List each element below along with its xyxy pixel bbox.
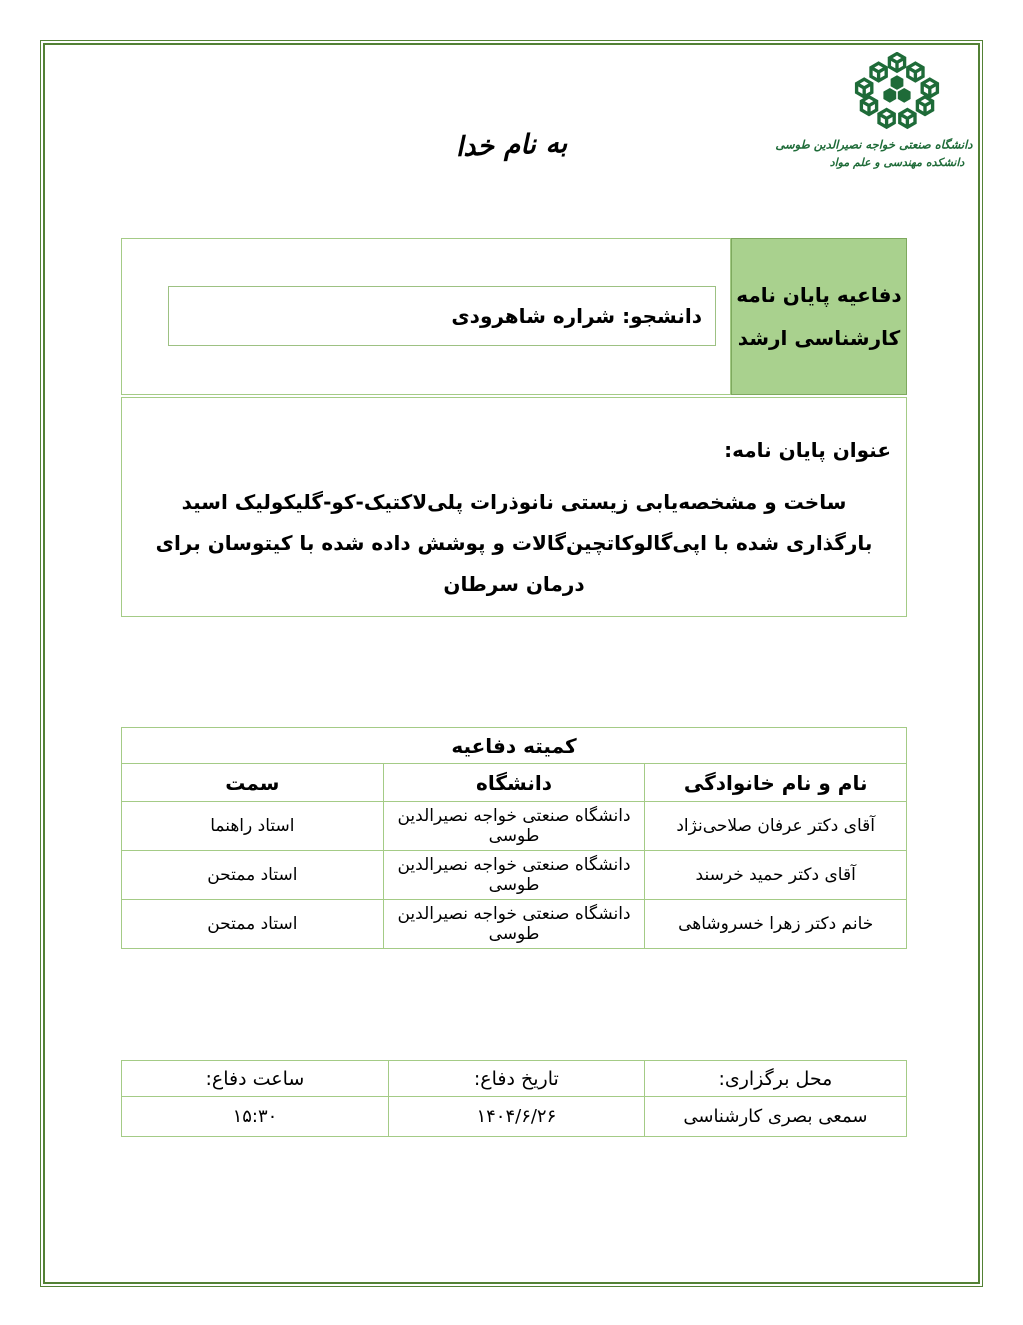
member-university: دانشگاه صنعتی خواجه نصیرالدین طوسی — [383, 851, 645, 900]
committee-table — [121, 727, 907, 949]
badge-line-1: دفاعیه پایان نامه — [736, 282, 902, 307]
date-label: تاریخ دفاع: — [388, 1061, 644, 1097]
student-panel — [121, 238, 731, 395]
date-value: ۱۴۰۴/۶/۲۶ — [388, 1097, 644, 1137]
member-name: آقای دکتر حمید خرسند — [645, 851, 907, 900]
session-header-row — [122, 1061, 907, 1097]
student-name-box — [168, 286, 716, 346]
member-role: استاد ممتحن — [122, 900, 384, 949]
faculty-name: دانشکده مهندسی و علم مواد — [829, 156, 965, 169]
member-role: استاد ممتحن — [122, 851, 384, 900]
committee-title-row — [122, 728, 907, 764]
session-value-row — [122, 1097, 907, 1137]
column-header-university: دانشگاه — [383, 764, 645, 802]
member-university: دانشگاه صنعتی خواجه نصیرالدین طوسی — [383, 900, 645, 949]
session-info-table — [121, 1060, 907, 1137]
column-header-role: سمت — [122, 764, 384, 802]
committee-row-3 — [122, 900, 907, 949]
member-university: دانشگاه صنعتی خواجه نصیرالدین طوسی — [383, 802, 645, 851]
column-header-name: نام و نام خانوادگی — [645, 764, 907, 802]
committee-header-row — [122, 764, 907, 802]
badge-line-2: کارشناسی ارشد — [737, 325, 901, 350]
committee-table-title: کمیته دفاعیه — [122, 728, 907, 764]
committee-row-1 — [122, 802, 907, 851]
defense-type-badge — [731, 238, 907, 395]
committee-row-2 — [122, 851, 907, 900]
university-logo — [775, 52, 979, 169]
thesis-title: ساخت و مشخصه‌یابی زیستی نانوذرات پلی‌لاکتیک-کو-گلیکولیک اسید بارگذاری شده با اپی‌گالوکاتچین‌گالات و پوشش داده شده با کیتوسان برای درمان سرطان — [155, 490, 873, 596]
venue-value: سمعی بصری کارشناسی — [644, 1097, 906, 1137]
time-value: ۱۵:۳۰ — [122, 1097, 389, 1137]
student-name: دانشجو: شراره شاهرودی — [451, 304, 702, 328]
bismillah-calligraphy: به نام خدا — [455, 128, 568, 163]
venue-label: محل برگزاری: — [644, 1061, 906, 1097]
member-name: آقای دکتر عرفان صلاحی‌نژاد — [645, 802, 907, 851]
member-name: خانم دکتر زهرا خسروشاهی — [645, 900, 907, 949]
university-name: دانشگاه صنعتی خواجه نصیرالدین طوسی — [775, 137, 973, 152]
thesis-title-label: عنوان پایان نامه: — [724, 438, 891, 462]
time-label: ساعت دفاع: — [122, 1061, 389, 1097]
member-role: استاد راهنما — [122, 802, 384, 851]
thesis-title-panel — [121, 397, 907, 617]
